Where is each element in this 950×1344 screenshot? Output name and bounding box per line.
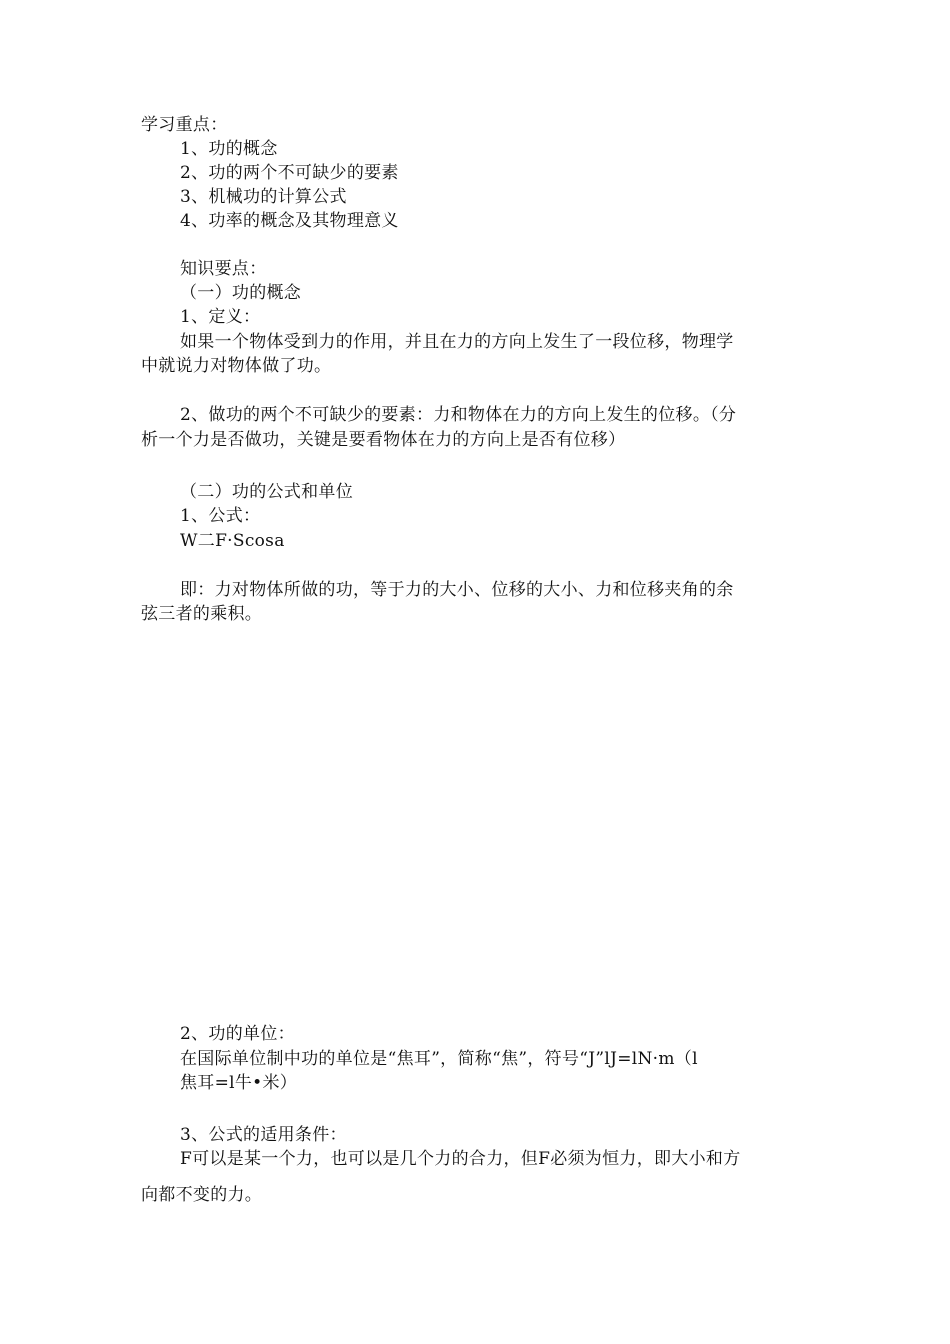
key-point-item: 3、机械功的计算公式 xyxy=(180,187,347,207)
section1-title: （一）功的概念 xyxy=(180,283,302,303)
meaning-line-1: 即：力对物体所做的功，等于力的大小、位移的大小、力和位移夹角的余 xyxy=(180,580,734,600)
unit-label: 2、功的单位： xyxy=(180,1024,295,1044)
knowledge-heading: 知识要点： xyxy=(180,259,267,279)
elements-line-2: 析一个力是否做功，关键是要看物体在力的方向上是否有位移） xyxy=(141,430,626,450)
elements-line-1: 2、做功的两个不可缺少的要素：力和物体在力的方向上发生的位移。（分 xyxy=(180,405,737,425)
key-point-item: 4、功率的概念及其物理意义 xyxy=(180,211,399,231)
key-point-item: 1、功的概念 xyxy=(180,139,278,159)
conditions-label: 3、公式的适用条件： xyxy=(180,1125,347,1145)
meaning-line-2: 弦三者的乘积。 xyxy=(141,604,263,624)
definition-line-1: 如果一个物体受到力的作用，并且在力的方向上发生了一段位移，物理学 xyxy=(180,332,734,352)
unit-line-2: 焦耳=l牛•米） xyxy=(180,1073,298,1093)
formula: W二F·Scosa xyxy=(180,531,285,551)
formula-label: 1、公式： xyxy=(180,506,261,526)
section2-title: （二）功的公式和单位 xyxy=(180,482,353,502)
definition-line-2: 中就说力对物体做了功。 xyxy=(141,356,332,376)
key-points-heading: 学习重点： xyxy=(141,115,228,135)
definition-label: 1、定义： xyxy=(180,307,261,327)
conditions-line-2: 向都不变的力。 xyxy=(141,1185,263,1205)
key-point-item: 2、功的两个不可缺少的要素 xyxy=(180,163,399,183)
conditions-line-1: F可以是某一个力，也可以是几个力的合力，但F必须为恒力，即大小和方 xyxy=(180,1149,741,1169)
unit-line-1: 在国际单位制中功的单位是“焦耳”，简称“焦”，符号“J”lJ=lN·m（l xyxy=(180,1049,698,1069)
